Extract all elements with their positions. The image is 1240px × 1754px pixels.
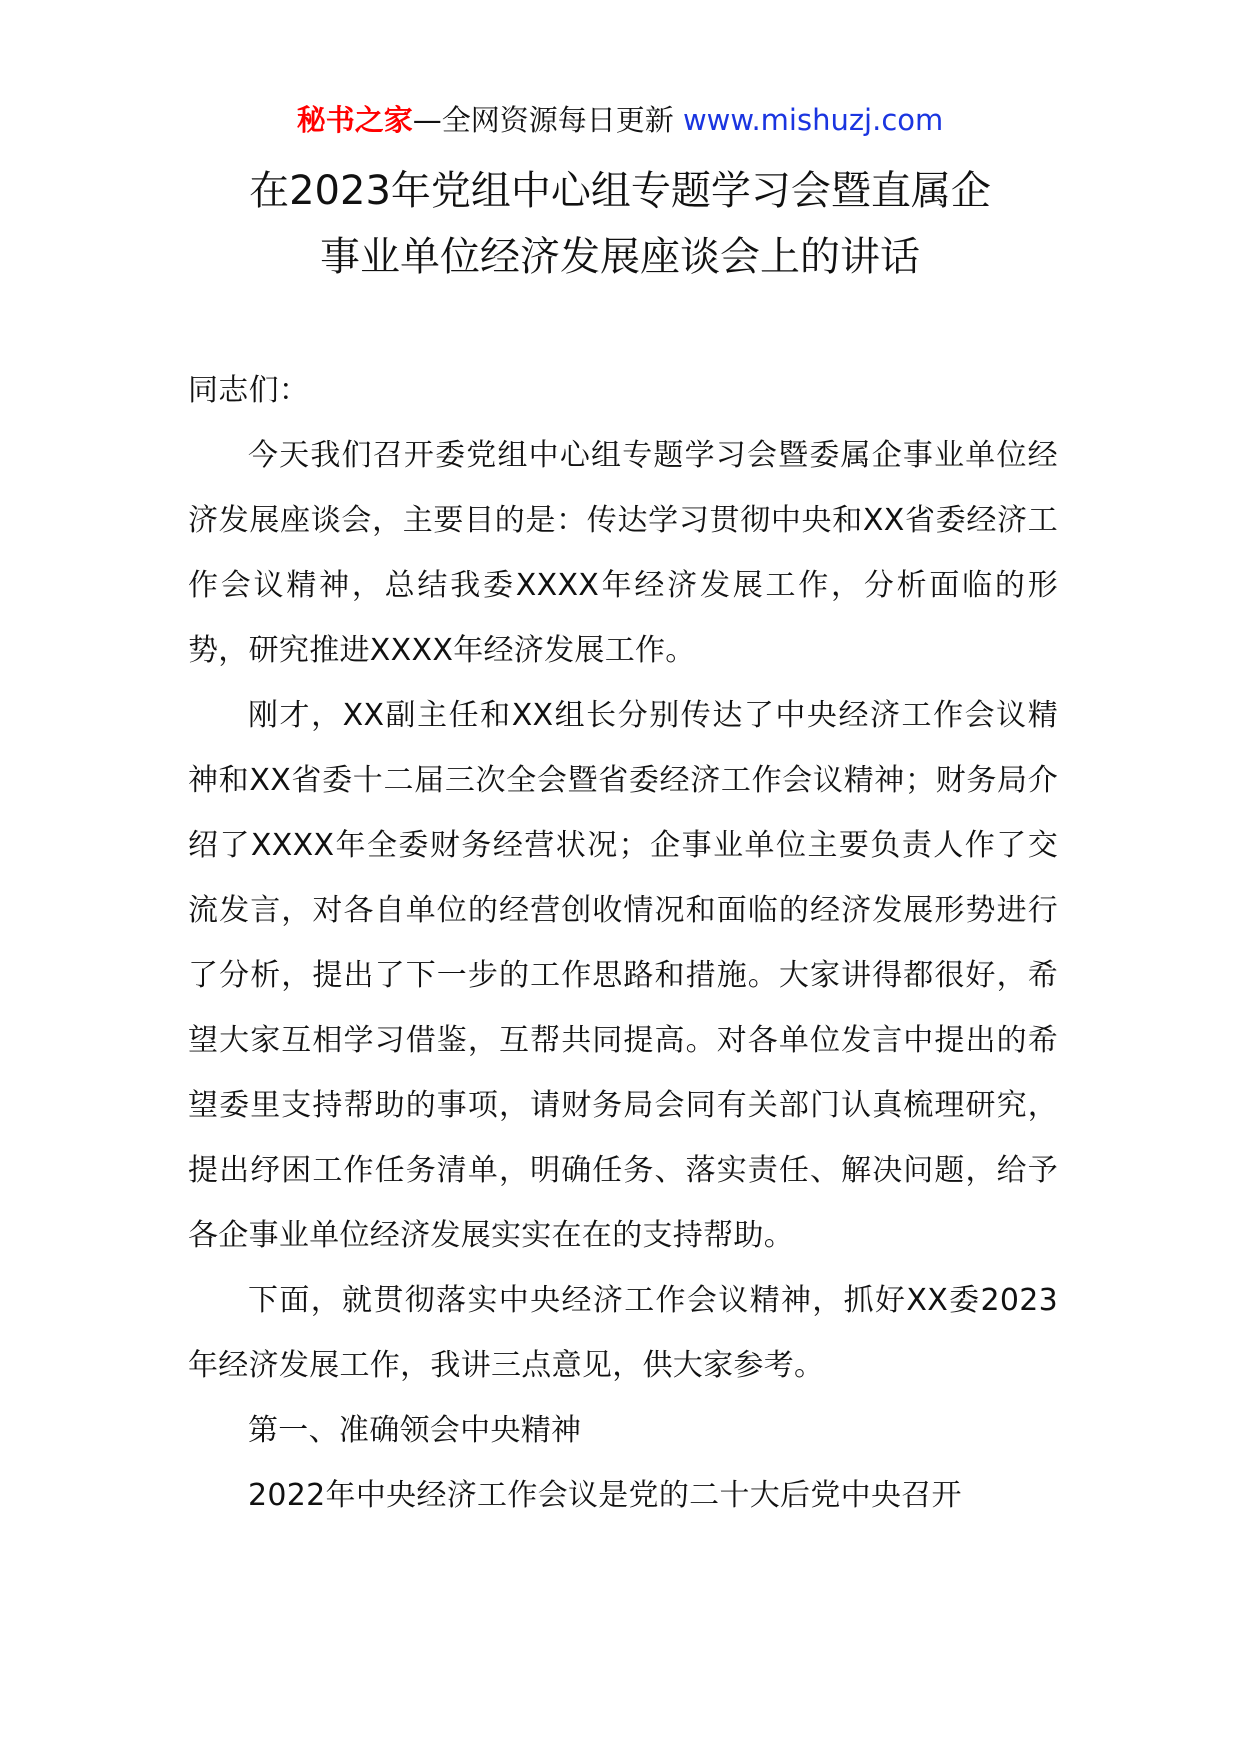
banner-dash: —	[412, 103, 442, 137]
paragraph-intro: 今天我们召开委党组中心组专题学习会暨委属企事业单位经济发展座谈会，主要目的是：传达学习贯彻中央和XX省委经济工作会议精神，总结我委XXXX年经济发展工作，分析面临的形势，研究推进XXXX年经济发展工作。	[188, 438, 1058, 668]
site-url-link[interactable]: www.mishuzj.com	[682, 103, 944, 137]
salutation: 同志们：	[188, 373, 310, 408]
paragraph-section-one: 2022年中央经济工作会议是党的二十大后党中央召开	[248, 1478, 962, 1513]
paragraph-review: 刚才，XX副主任和XX组长分别传达了中央经济工作会议精神和XX省委十二届三次全会暨省委经济工作会议精神；财务局介绍了XXXX年全委财务经营状况；企事业单位主要负责人作了交流发言，对各自单位的经营创收情况和面临的经济发展形势进行了分析，提出了下一步的工作思路和措施。大家讲得都很好，希望大家互相学习借鉴，互帮共同提高。对各单位发言中提出的希望委里支持帮助的事项，请财务局会同有关部门认真梳理研究，提出纾困工作任务清单，明确任务、落实责任、解决问题，给予各企事业单位经济发展实实在在的支持帮助。	[188, 698, 1058, 1253]
document-body	[188, 358, 1058, 1528]
paragraph-outline: 下面，就贯彻落实中央经济工作会议精神，抓好XX委2023年经济发展工作，我讲三点意见，供大家参考。	[188, 1283, 1058, 1383]
section-heading-first: 第一、准确领会中央精神	[248, 1413, 582, 1448]
banner-slogan: 全网资源每日更新	[441, 103, 674, 137]
title-line-1: 在2023年党组中心组专题学习会暨直属企	[249, 168, 991, 214]
document-title	[150, 158, 1090, 290]
brand-name: 秘书之家	[296, 103, 413, 137]
title-line-2: 事业单位经济发展座谈会上的讲话	[320, 234, 920, 280]
site-banner	[0, 100, 1240, 140]
